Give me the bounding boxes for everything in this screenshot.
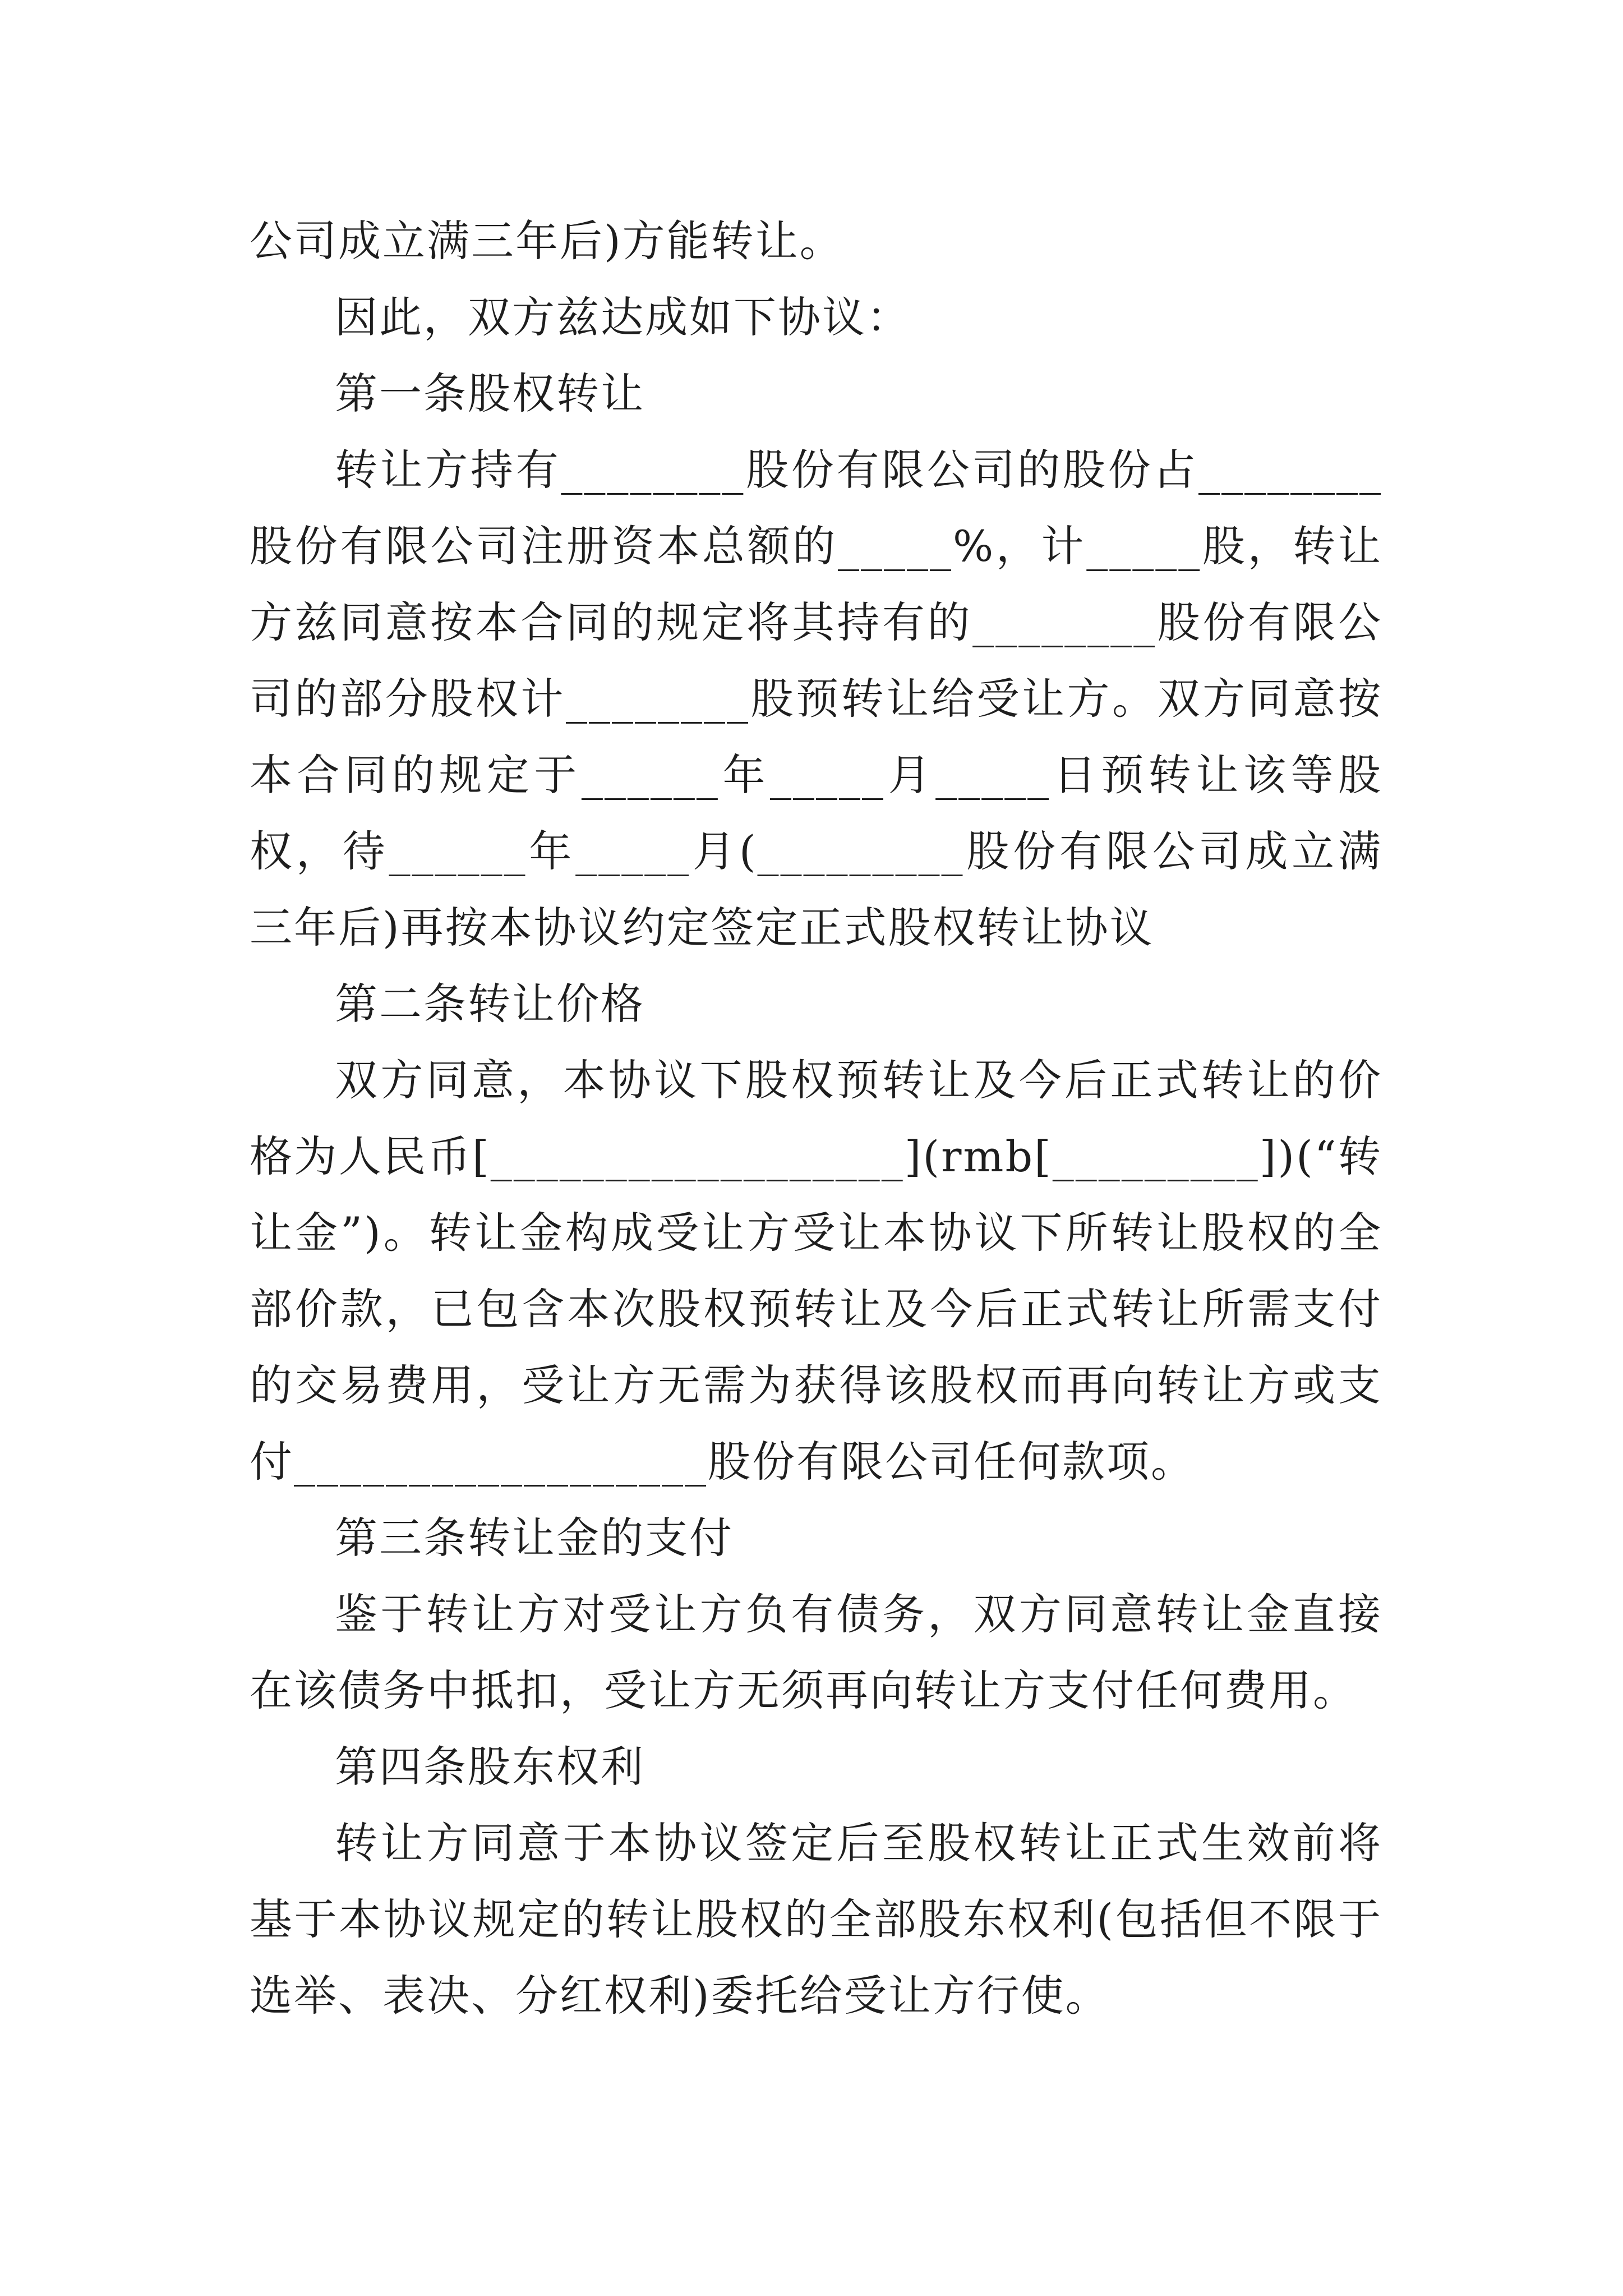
agreement-intro-paragraph: 因此，双方兹达成如下协议： <box>335 292 911 342</box>
article-2-paragraph: 双方同意，本协议下股权预转让及今后正式转让的价格为人民币[__________________](rmb[_________])(“转让金”)。转让金构成受让方受让本协议下所转让股权的全部价款，已包含本次股权预转让及今后正式转让所需支付的交易费用，受让方无需为获得该股权而再向转让方或支付__________________股份有限公司任何款项。 <box>250 1055 1382 1487</box>
article-1-heading: 第一条股权转让 <box>335 369 645 418</box>
transfer-condition-paragraph: 公司成立满三年后)方能转让。 <box>250 216 844 266</box>
document-body <box>250 203 1382 2034</box>
article-3-paragraph: 鉴于转让方对受让方负有债务，双方同意转让金直接在该债务中抵扣，受让方无须再向转让方支付任何费用。 <box>250 1589 1382 1715</box>
article-1-paragraph: 转让方持有________股份有限公司的股份占________股份有限公司注册资本总额的_____%，计_____股，转让方兹同意按本合同的规定将其持有的________股份有限公司的部分股权计________股预转让给受让方。双方同意按本合同的规定于______年_____月_____日预转让该等股权，待______年_____月(_________股份有限公司成立满三年后)再按本协议约定签定正式股权转让协议 <box>250 445 1382 953</box>
article-2-heading: 第二条转让价格 <box>335 979 645 1029</box>
article-4-paragraph: 转让方同意于本协议签定后至股权转让正式生效前将基于本协议规定的转让股权的全部股东权利(包括但不限于选举、表决、分红权利)委托给受让方行使。 <box>250 1818 1382 2021</box>
article-4-heading: 第四条股东权利 <box>335 1742 645 1792</box>
article-3-heading: 第三条转让金的支付 <box>335 1513 734 1563</box>
